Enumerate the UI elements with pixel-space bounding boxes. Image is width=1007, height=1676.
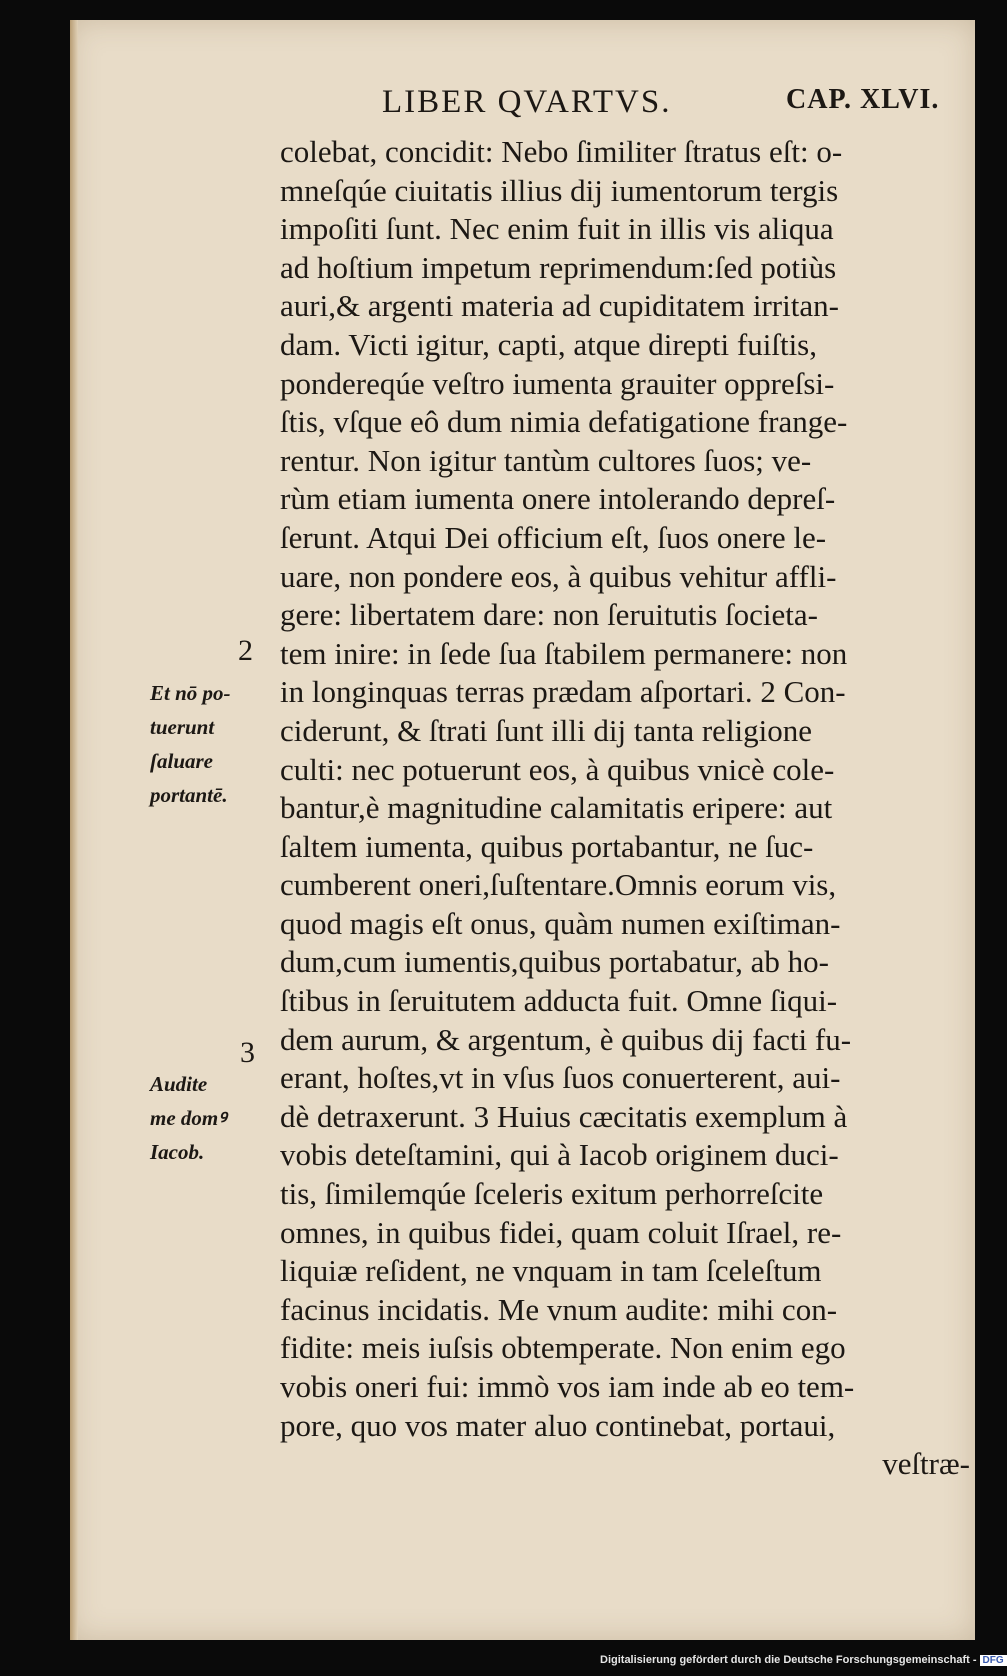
- catchword: veſtræ-: [882, 1446, 970, 1482]
- text-line: vobis oneri fui: immò vos iam inde ab eo tem-: [280, 1369, 855, 1404]
- text-line: tem inire: in ſede ſua ſtabilem permanere: non: [280, 635, 848, 671]
- page-gutter-edge: [70, 20, 78, 1640]
- text-line: cumberent oneri,ſuſtentare.Omnis eorum vis,: [280, 867, 837, 903]
- text-line: dum,cum iumentis,quibus portabatur, ab ho-: [280, 944, 829, 980]
- verse-number-3: 3: [240, 1036, 255, 1069]
- margin-note-line: Et nō po-: [150, 681, 231, 705]
- verse-number-2: 2: [238, 634, 253, 667]
- text-line: pondereqúe veſtro iumenta grauiter oppreſsi-: [280, 365, 835, 401]
- margin-note-1: [150, 676, 231, 812]
- text-line: erant, hoſtes,vt in vſus ſuos conuerterent, aui-: [280, 1060, 841, 1096]
- text-line: auri,& argenti materia ad cupiditatem irritan-: [280, 288, 839, 324]
- text-line: ad hoſtium impetum reprimendum:ſed potiùs: [280, 249, 837, 285]
- text-line: vobis deteſtamini, qui à Iacob originem duci-: [280, 1137, 839, 1173]
- text-line: mneſqúe ciuitatis illius dij iumentorum tergis: [280, 172, 839, 208]
- text-line: in longinquas terras prædam aſportari. 2 Con-: [280, 674, 846, 710]
- margin-note-2: [150, 1067, 226, 1169]
- text-line: liquiæ reſident, ne vnquam in tam ſceleſtum: [280, 1253, 822, 1289]
- text-line: fidite: meis iuſsis obtemperate. Non enim ego: [280, 1330, 846, 1366]
- text-line: bantur,è magnitudine calamitatis eripere: aut: [280, 790, 833, 826]
- text-line: omnes, in quibus fidei, quam coluit Iſrael, re-: [280, 1214, 842, 1250]
- text-line: rentur. Non igitur tantùm cultores ſuos; ve-: [280, 442, 812, 478]
- margin-note-line: portantē.: [150, 783, 228, 807]
- running-title: LIBER QVARTVS.: [382, 84, 672, 120]
- margin-note-line: ſaluare: [150, 749, 213, 773]
- text-line: uare, non pondere eos, à quibus vehitur affli-: [280, 558, 837, 594]
- margin-note-line: me domꝰ: [150, 1106, 227, 1130]
- text-line: quod magis eſt onus, quàm numen exiſtiman-: [280, 905, 841, 941]
- text-line: ciderunt, & ſtrati ſunt illi dij tanta religione: [280, 712, 813, 748]
- text-line: tis, ſimilemqúe ſceleris exitum perhorreſcite: [280, 1176, 824, 1212]
- credit-text: Digitalisierung gefördert durch die Deutsche Forschungsgemeinschaft -: [600, 1654, 977, 1666]
- margin-note-line: Audite: [150, 1072, 208, 1096]
- chapter-number: CAP. XLVI.: [786, 84, 940, 115]
- dfg-logo: DFG: [980, 1655, 1007, 1666]
- margin-note-line: tuerunt: [150, 715, 215, 739]
- margin-note-line: Iacob.: [150, 1140, 205, 1164]
- text-line: dam. Victi igitur, capti, atque direpti fuiſtis,: [280, 326, 817, 362]
- text-line: ſtibus in ſeruitutem adducta fuit. Omne ſiqui-: [280, 983, 838, 1019]
- text-line: ſaltem iumenta, quibus portabantur, ne ſuc-: [280, 828, 814, 864]
- text-line: facinus incidatis. Me vnum audite: mihi con-: [280, 1291, 838, 1327]
- digitization-credit: [600, 1654, 1004, 1666]
- text-line: pore, quo vos mater aluo continebat, portaui,: [280, 1407, 836, 1443]
- text-line: colebat, concidit: Nebo ſimiliter ſtratus eſt: o-: [280, 134, 843, 169]
- text-line: impoſiti ſunt. Nec enim fuit in illis vis aliqua: [280, 211, 834, 247]
- body-text: [280, 133, 980, 1484]
- text-line: culti: nec potuerunt eos, à quibus vnicè cole-: [280, 751, 835, 787]
- text-line: dem aurum, & argentum, è quibus dij facti fu-: [280, 1021, 852, 1057]
- text-line: dè detraxerunt. 3 Huius cæcitatis exemplum à: [280, 1098, 848, 1134]
- text-line: rùm etiam iumenta onere intolerando depreſ-: [280, 481, 836, 517]
- text-line: gere: libertatem dare: non ſeruitutis ſocieta-: [280, 597, 818, 633]
- text-line: ſerunt. Atqui Dei officium eſt, ſuos onere le-: [280, 519, 827, 555]
- text-line: ſtis, vſque eô dum nimia defatigatione frange-: [280, 404, 848, 440]
